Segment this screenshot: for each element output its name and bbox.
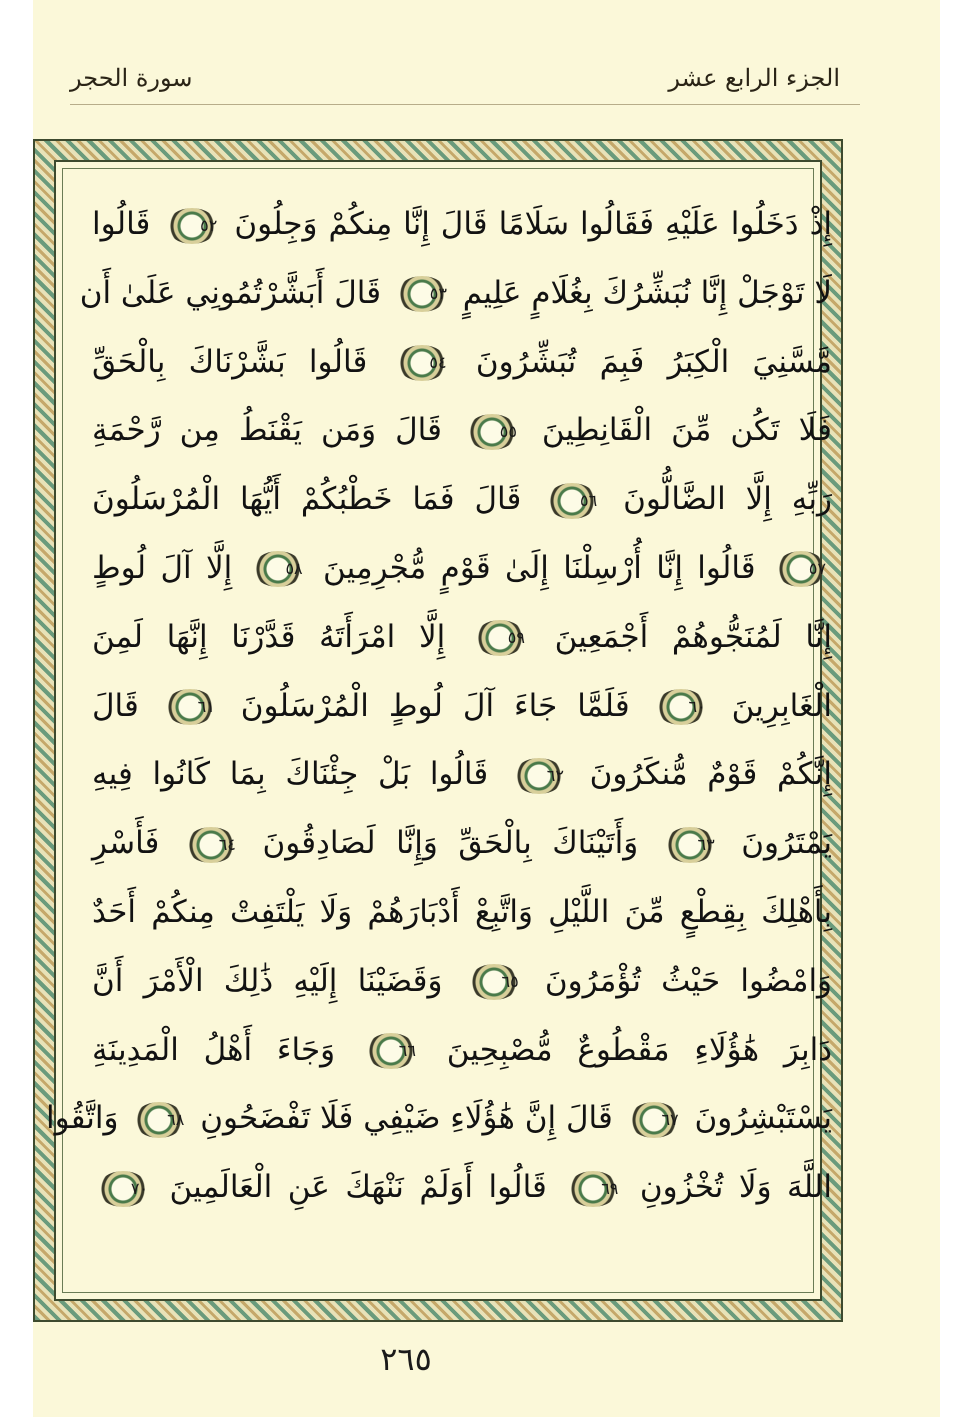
verse-number-marker: ٦٦ — [366, 1033, 416, 1069]
verse-text: قَالَ أَبَشَّرْتُمُونِي عَلَىٰ أَن — [79, 274, 382, 311]
verse-text: فَلَمَّا جَاءَ آلَ لُوطٍ الْمُرْسَلُونَ — [240, 687, 630, 724]
verse-text: قَالُوا إِنَّا أُرْسِلْنَا إِلَىٰ قَوْمٍ مُّجْرِمِينَ — [323, 549, 756, 586]
verse-text: لَا تَوْجَلْ إِنَّا نُبَشِّرُكَ بِغُلَامٍ عَلِيمٍ — [462, 274, 832, 311]
text-line — [79, 259, 832, 328]
verse-text: قَالُوا أَوَلَمْ نَنْهَكَ عَنِ الْعَالَمِينَ — [169, 1169, 547, 1206]
verse-text: بِأَهْلِكَ بِقِطْعٍ مِّنَ اللَّيْلِ وَاتَّبِعْ أَدْبَارَهُمْ وَلَا يَلْتَفِتْ مِنكُمْ أَحَدٌ — [92, 893, 832, 930]
verse-text: وَاتَّقُوا — [45, 1100, 119, 1137]
verse-text: فَلَا تَكُن مِّنَ الْقَانِطِينَ — [541, 412, 832, 449]
verse-text: وَقَضَيْنَا إِلَيْهِ ذَٰلِكَ الْأَمْرَ أَنَّ — [92, 962, 443, 999]
verse-number-marker: ٦٢ — [514, 758, 564, 794]
text-line — [45, 1084, 832, 1153]
verse-text: إِلَّا امْرَأَتَهُ قَدَّرْنَا إِنَّهَا لَمِنَ — [92, 618, 446, 655]
verse-number-marker: ٥٤ — [397, 345, 447, 381]
page-edge — [940, 0, 974, 1417]
verse-number-marker: ٥٥ — [467, 414, 517, 450]
text-line — [92, 190, 832, 259]
verse-number-marker: ٥٦ — [547, 483, 597, 519]
verse-number-marker: ٥٣ — [397, 276, 447, 312]
verse-number-marker: ٥٢ — [167, 208, 217, 244]
verse-text: دَابِرَ هَٰؤُلَاءِ مَقْطُوعٌ مُّصْبِحِينَ — [446, 1031, 833, 1068]
verse-number-marker: ٥٨ — [253, 551, 303, 587]
verse-text: قَالُوا — [92, 206, 151, 242]
verse-text: قَالَ إِنَّ هَٰؤُلَاءِ ضَيْفِي فَلَا تَفْضَحُونِ — [200, 1100, 613, 1137]
verse-text: إِذْ دَخَلُوا عَلَيْهِ فَقَالُوا سَلَامًا قَالَ إِنَّا مِنكُمْ وَجِلُونَ — [234, 206, 833, 242]
text-line — [92, 534, 832, 603]
verse-text: يَسْتَبْشِرُونَ — [694, 1100, 832, 1137]
text-line — [92, 328, 832, 397]
verse-number-marker: ٦٨ — [134, 1102, 184, 1138]
text-line — [92, 465, 832, 534]
text-line — [92, 1153, 832, 1222]
verse-number-marker: ٦٥ — [469, 964, 519, 1000]
verse-number-marker: ٦٩ — [568, 1171, 618, 1207]
verse-text: اللَّهَ وَلَا تُخْزُونِ — [639, 1169, 832, 1206]
page-number: ٢٦٥ — [380, 1340, 432, 1378]
text-line — [92, 809, 832, 878]
verse-text: وَأَتَيْنَاكَ بِالْحَقِّ وَإِنَّا لَصَادِقُونَ — [262, 825, 639, 862]
verse-text: وَجَاءَ أَهْلُ الْمَدِينَةِ — [92, 1031, 336, 1068]
verse-number-marker: ٦١ — [165, 689, 215, 725]
verse-text: مَّسَّنِيَ الْكِبَرُ فَبِمَ تُبَشِّرُونَ — [475, 343, 833, 380]
text-line — [92, 396, 832, 465]
verse-number-marker: ٦٧ — [629, 1102, 679, 1138]
verse-text: قَالَ — [92, 687, 139, 724]
text-line — [92, 878, 832, 947]
verse-number-marker: ٧٠ — [98, 1171, 148, 1207]
text-line — [92, 672, 832, 741]
surah-title: سورة الحجر — [70, 64, 193, 92]
verse-number-marker: ٥٧ — [776, 551, 826, 587]
verse-text: إِلَّا آلَ لُوطٍ — [92, 549, 233, 586]
verse-text: قَالَ وَمَن يَقْنَطُ مِن رَّحْمَةِ — [92, 412, 442, 449]
verse-text: وَامْضُوا حَيْثُ تُؤْمَرُونَ — [544, 962, 833, 999]
verse-text: يَمْتَرُونَ — [741, 825, 833, 862]
text-line — [92, 1016, 832, 1085]
verse-text: فَأَسْرِ — [92, 825, 160, 862]
quran-text — [45, 190, 833, 1290]
verse-text: قَالُوا بَلْ جِئْنَاكَ بِمَا كَانُوا فِيهِ — [92, 756, 489, 793]
verse-number-marker: ٦٣ — [665, 827, 715, 863]
verse-text: إِنَّكُمْ قَوْمٌ مُّنكَرُونَ — [589, 756, 833, 793]
header-divider — [70, 104, 860, 105]
verse-text: إِنَّا لَمُنَجُّوهُمْ أَجْمَعِينَ — [554, 618, 833, 655]
verse-text: قَالَ فَمَا خَطْبُكُمْ أَيُّهَا الْمُرْسَلُونَ — [92, 481, 522, 518]
verse-number-marker: ٦٤ — [186, 827, 236, 863]
text-line — [92, 603, 832, 672]
verse-text: رَبِّهِ إِلَّا الضَّالُّونَ — [623, 481, 832, 518]
verse-text: قَالُوا بَشَّرْنَاكَ بِالْحَقِّ — [92, 343, 368, 380]
verse-text: الْغَابِرِينَ — [731, 687, 833, 724]
juz-title: الجزء الرابع عشر — [668, 64, 840, 92]
verse-number-marker: ٥٩ — [475, 620, 525, 656]
text-line — [92, 947, 832, 1016]
verse-number-marker: ٦٠ — [656, 689, 706, 725]
text-line — [92, 740, 832, 809]
